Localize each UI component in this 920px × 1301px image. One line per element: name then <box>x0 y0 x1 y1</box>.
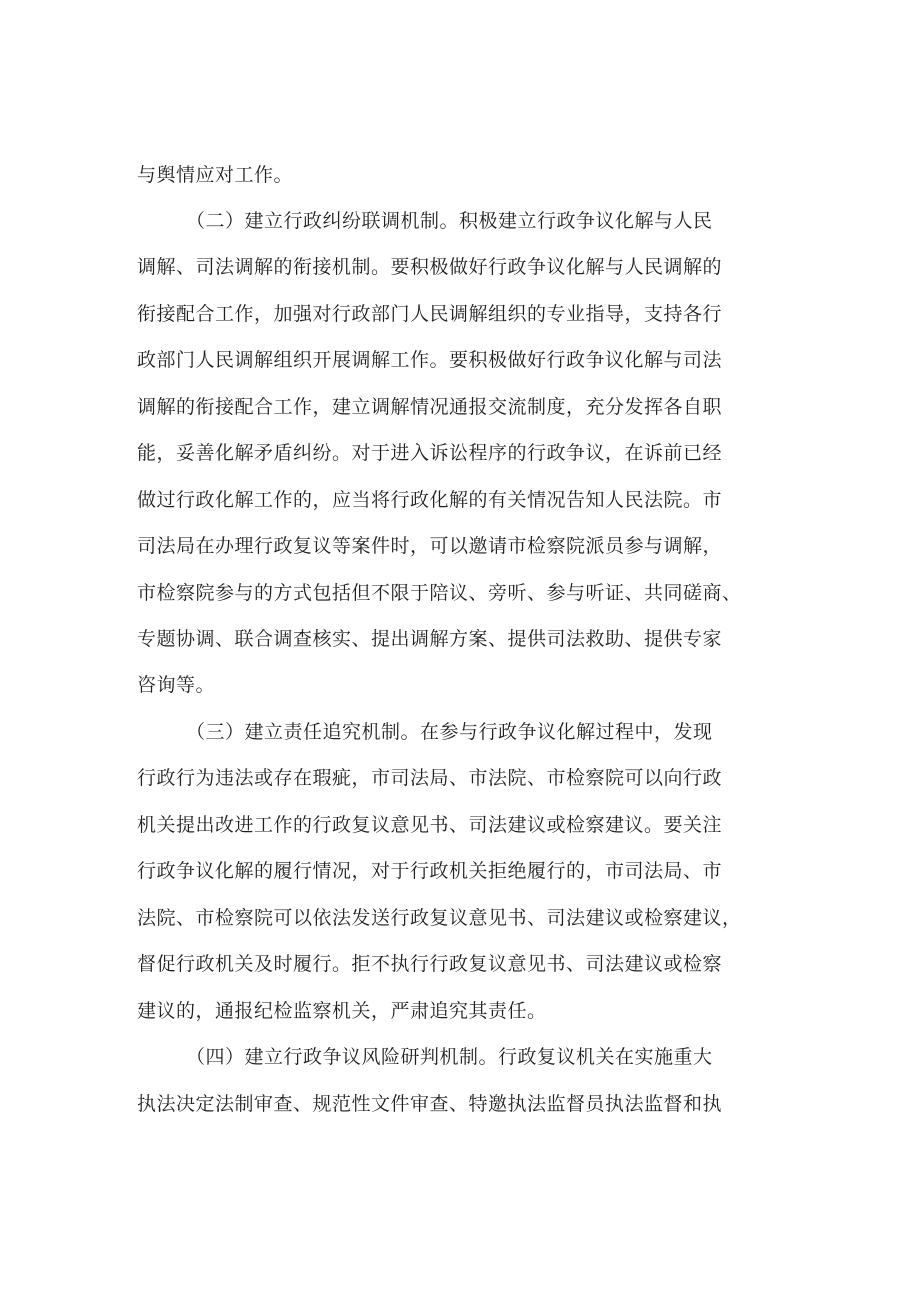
text-line: 建议的，通报纪检监察机关，严肃追究其责任。 <box>137 1000 547 1022</box>
text-line: 咨询等。 <box>137 674 216 696</box>
text-line: 督促行政机关及时履行。拒不执行行政复议意见书、司法建议或检察 <box>137 953 723 975</box>
paragraph-heading-line: （四）建立行政争议风险研判机制。行政复议机关在实施重大 <box>186 1046 713 1068</box>
text-line: 法院、市检察院可以依法发送行政复议意见书、司法建议或检察建议， <box>137 907 742 929</box>
text-line: 政部门人民调解组织开展调解工作。要积极做好行政争议化解与司法 <box>137 349 723 371</box>
text-line: 专题协调、联合调查核实、提出调解方案、提供司法救助、提供专家 <box>137 628 723 650</box>
paragraph-heading-line: （二）建立行政纠纷联调机制。积极建立行政争议化解与人民 <box>186 210 713 232</box>
paragraph-heading-line: （三）建立责任追究机制。在参与行政争议化解过程中，发现 <box>186 721 713 743</box>
text-line: 做过行政化解工作的，应当将行政化解的有关情况告知人民法院。市 <box>137 489 723 511</box>
text-line: 能，妥善化解矛盾纠纷。对于进入诉讼程序的行政争议，在诉前已经 <box>137 442 723 464</box>
text-line: 司法局在办理行政复议等案件时，可以邀请市检察院派员参与调解， <box>137 535 723 557</box>
text-line: 市检察院参与的方式包括但不限于陪议、旁听、参与听证、共同磋商、 <box>137 582 742 604</box>
text-line: 机关提出改进工作的行政复议意见书、司法建议或检察建议。要关注 <box>137 814 723 836</box>
text-line: 执法决定法制审查、规范性文件审查、特邀执法监督员执法监督和执 <box>137 1093 723 1115</box>
text-line: 衔接配合工作，加强对行政部门人民调解组织的专业指导，支持各行 <box>137 303 723 325</box>
text-line: 与舆情应对工作。 <box>137 164 294 186</box>
text-line: 行政行为违法或存在瑕疵，市司法局、市法院、市检察院可以向行政 <box>137 767 723 789</box>
text-line: 调解的衔接配合工作，建立调解情况通报交流制度，充分发挥各自职 <box>137 396 723 418</box>
text-line: 行政争议化解的履行情况，对于行政机关拒绝履行的，市司法局、市 <box>137 860 723 882</box>
text-line: 调解、司法调解的衔接机制。要积极做好行政争议化解与人民调解的 <box>137 256 723 278</box>
